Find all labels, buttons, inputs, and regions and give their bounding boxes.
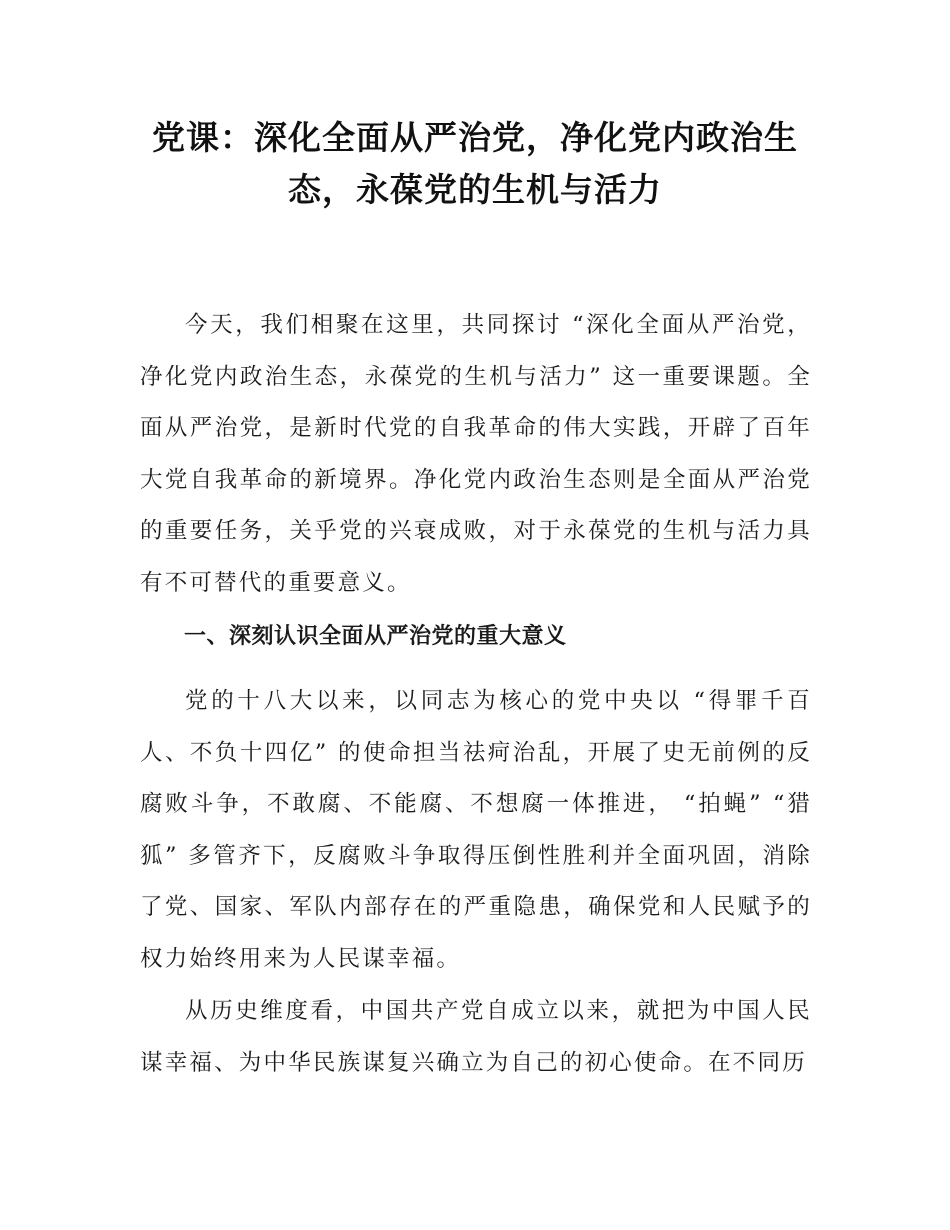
document-title: 党课：深化全面从严治党，净化党内政治生态，永葆党的生机与活力 <box>152 118 798 209</box>
section-heading: 一、深刻认识全面从严治党的重大意义 <box>184 624 567 649</box>
body-paragraph: 从历史维度看，中国共产党自成立以来，就把为中国人民谋幸福、为中华民族谋复兴确立为自己的初心使命。在不同历 <box>140 998 812 1076</box>
body-paragraph: 党的十八大以来，以同志为核心的党中央以 “得罪千百人、不负十四亿” 的使命担当祛疴治乱，开展了史无前例的反腐败斗争，不敢腐、不能腐、不想腐一体推进， “拍蝇” “猎狐” 多管齐下，反腐败斗争取得压倒性胜利并全面巩固，消除了党、国家、军队内部存在的严重隐患，确保党和人民赋予的权力始终用来为人民谋幸福。 <box>140 688 812 972</box>
intro-paragraph: 今天，我们相聚在这里，共同探讨 “深化全面从严治党，净化党内政治生态，永葆党的生机与活力” 这一重要课题。全面从严治党，是新时代党的自我革命的伟大实践，开辟了百年大党自我革命的新境界。净化党内政治生态则是全面从严治党的重要任务，关乎党的兴衰成败，对于永葆党的生机与活力具有不可替代的重要意义。 <box>140 312 812 596</box>
